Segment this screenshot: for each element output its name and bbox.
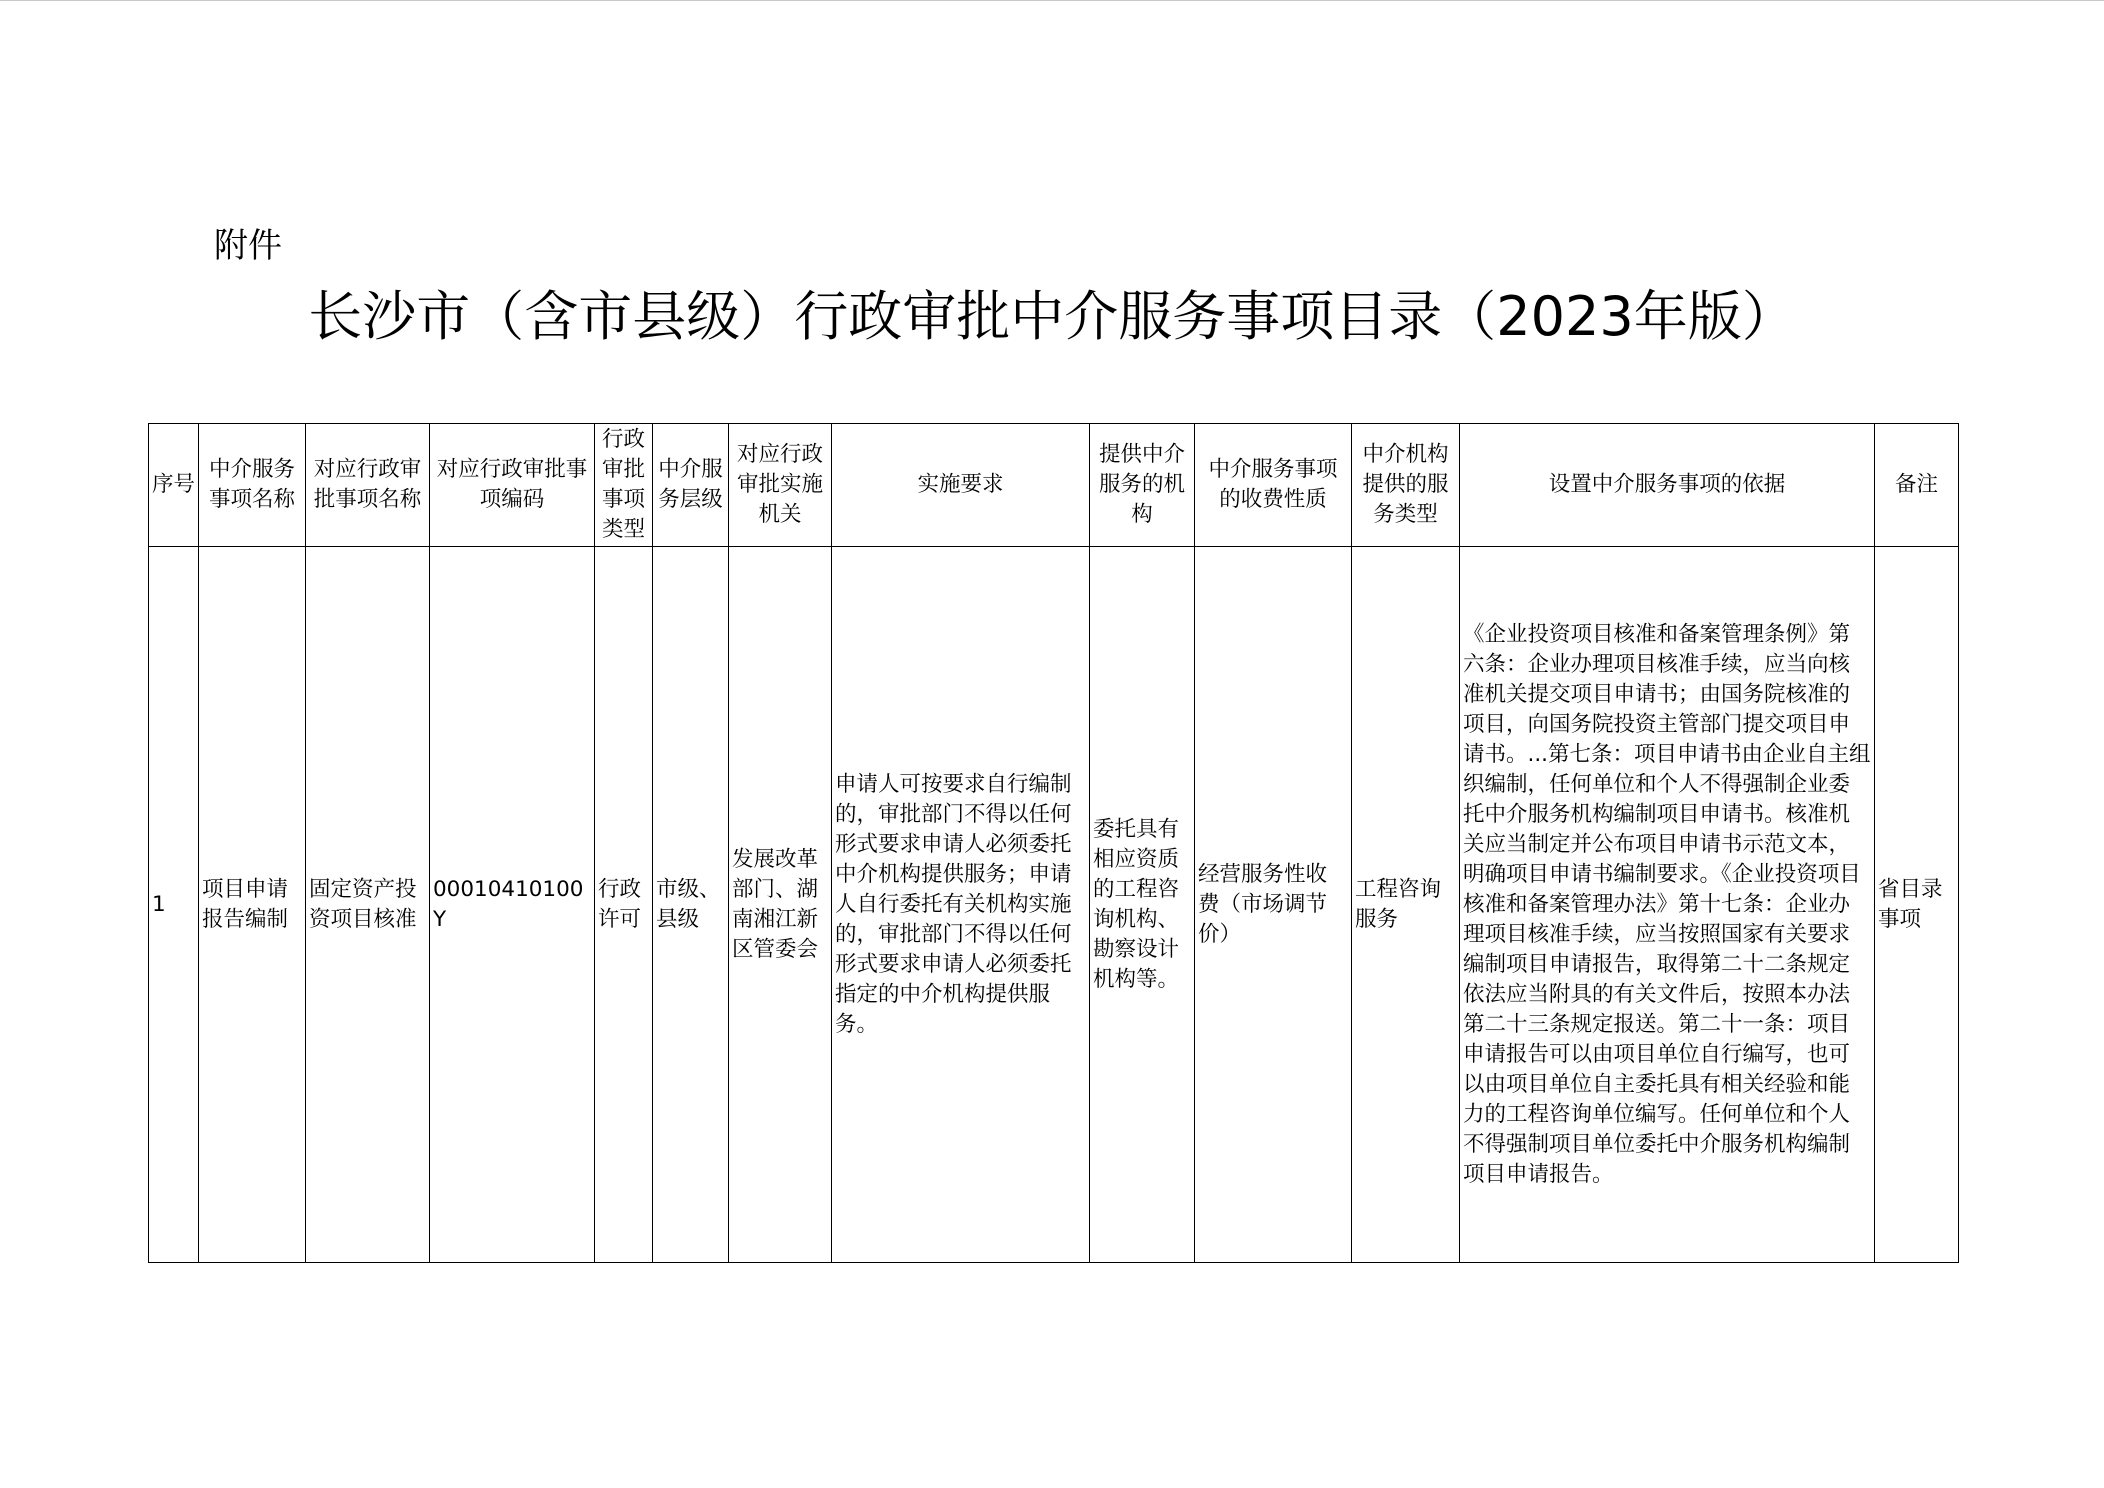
cell-service-type: 工程咨询服务: [1352, 547, 1460, 1263]
header-requirements: 实施要求: [832, 424, 1090, 547]
cell-service-name: 项目申请报告编制: [199, 547, 306, 1263]
table-header-row: [149, 424, 1959, 547]
header-seq: 序号: [149, 424, 199, 547]
table-row: [149, 547, 1959, 1263]
header-remarks: 备注: [1875, 424, 1959, 547]
header-approval-type: 行政审批事项类型: [595, 424, 653, 547]
cell-approval-name: 固定资产投资项目核准: [306, 547, 430, 1263]
header-basis: 设置中介服务事项的依据: [1460, 424, 1875, 547]
header-provider: 提供中介服务的机构: [1090, 424, 1195, 547]
cell-approval-type: 行政许可: [595, 547, 653, 1263]
document-title: 长沙市（含市县级）行政审批中介服务事项目录（2023年版）: [308, 285, 1796, 348]
attachment-label: 附件: [214, 226, 282, 266]
cell-requirements: 申请人可按要求自行编制的，审批部门不得以任何形式要求申请人必须委托中介机构提供服务；申请人自行委托有关机构实施的，审批部门不得以任何形式要求申请人必须委托指定的中介机构提供服务。: [832, 547, 1090, 1263]
header-approval-name: 对应行政审批事项名称: [306, 424, 430, 547]
header-fee-nature: 中介服务事项的收费性质: [1195, 424, 1352, 547]
cell-provider: 委托具有相应资质的工程咨询机构、勘察设计机构等。: [1090, 547, 1195, 1263]
cell-seq: 1: [149, 547, 199, 1263]
cell-implementing-agency: 发展改革部门、湖南湘江新区管委会: [729, 547, 832, 1263]
cell-basis: 《企业投资项目核准和备案管理条例》第六条：企业办理项目核准手续，应当向核准机关提交项目申请书；由国务院核准的项目，向国务院投资主管部门提交项目申请书。...第七条：项目申请书由企业自主组织编制，任何单位和个人不得强制企业委托中介服务机构编制项目申请书。核准机关应当制定并公布项目申请书示范文本，明确项目申请书编制要求。《企业投资项目核准和备案管理办法》第十七条：企业办理项目核准手续，应当按照国家有关要求编制项目申请报告，取得第二十二条规定依法应当附具的有关文件后，按照本办法第二十三条规定报送。第二十一条：项目申请报告可以由项目单位自行编写，也可以由项目单位自主委托具有相关经验和能力的工程咨询单位编写。任何单位和个人不得强制项目单位委托中介服务机构编制项目申请报告。: [1460, 547, 1875, 1263]
header-service-type: 中介机构提供的服务类型: [1352, 424, 1460, 547]
cell-approval-code: 00010410100Y: [430, 547, 595, 1263]
cell-service-level: 市级、县级: [653, 547, 729, 1263]
header-approval-code: 对应行政审批事项编码: [430, 424, 595, 547]
service-catalog-table: [148, 423, 1959, 1263]
cell-fee-nature: 经营服务性收费（市场调节价）: [1195, 547, 1352, 1263]
header-service-name: 中介服务事项名称: [199, 424, 306, 547]
header-implementing-agency: 对应行政审批实施机关: [729, 424, 832, 547]
header-service-level: 中介服务层级: [653, 424, 729, 547]
cell-remarks: 省目录事项: [1875, 547, 1959, 1263]
top-border-line: [0, 0, 2104, 1]
